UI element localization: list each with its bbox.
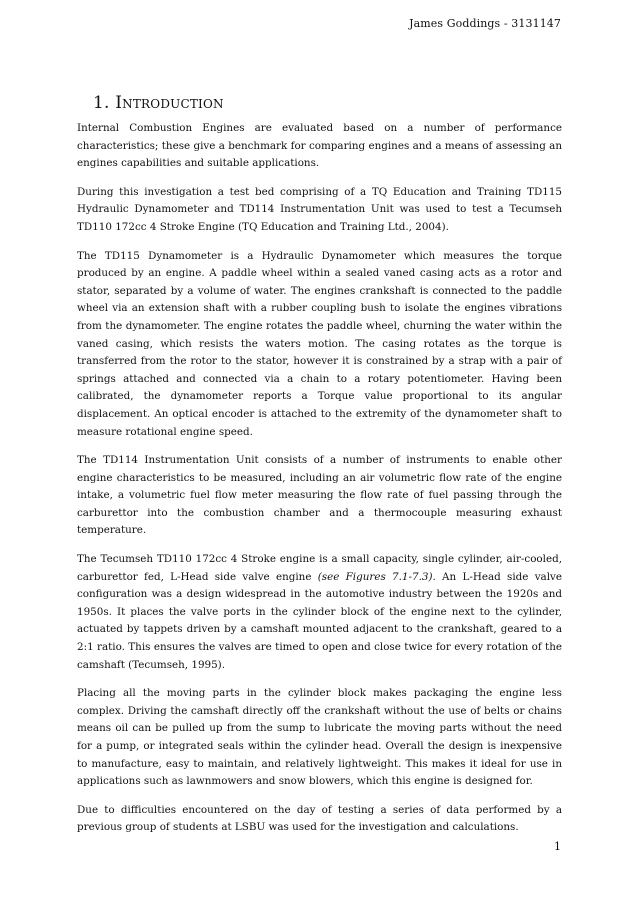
paragraph-5-text-before: The Tecumseh TD110 172cc 4 Stroke engine is a small capacity, single cylinder, air-cooled, carburettor fed, L-Head side valve engine (77, 553, 562, 583)
paragraph-5 (77, 551, 562, 674)
paragraph-6: Placing all the moving parts in the cylinder block makes packaging the engine less complex. Driving the camshaft directly off the crankshaft without the use of belts or chains means oil can be pulled up from the sump to lubricate the moving parts without the need for a pump, or integrated seals within the cylinder head. Overall the design is inexpensive to manufacture, easy to maintain, and relatively lightweight. This makes it ideal for use in applications such as lawnmowers and snow blowers, which this engine is designed for. (77, 687, 562, 788)
paragraph-5-text-after: . An L-Head side valve configuration was a design widespread in the automotive industry between the 1920s and 1950s. It places the valve ports in the cylinder block of the engine next to the cylinder, actuated by tappets driven by a camshaft mounted adjacent to the crankshaft, geared to a 2:1 ratio. This ensures the valves are timed to open and close twice for every rotation of the camshaft (Tecumseh, 1995). (77, 570, 562, 671)
header-author-line: James Goddings - 3131147 (409, 17, 561, 30)
section-heading: 1. Introduction (93, 93, 224, 113)
paragraph-4: The TD114 Instrumentation Unit consists of a number of instruments to enable other engine characteristics to be measured, including an air volumetric flow rate of the engine intake, a volumetric fuel flow meter measuring the flow rate of fuel passing through the carburettor into the combustion chamber and a thermocouple measuring exhaust temperature. (77, 454, 562, 537)
paragraph-1: Internal Combustion Engines are evaluated based on a number of performance characteristics; these give a benchmark for comparing engines and a means of assessing an engines capabilities and suitable applications. (77, 122, 562, 170)
paragraph-3: The TD115 Dynamometer is a Hydraulic Dynamometer which measures the torque produced by an engine. A paddle wheel within a sealed vaned casing acts as a rotor and stator, separated by a volume of water. The engines crankshaft is connected to the paddle wheel via an extension shaft with a rubber coupling bush to isolate the engines vibrations from the dynamometer. The engine rotates the paddle wheel, churning the water within the vaned casing, which resists the waters motion. The casing rotates as the torque is transferred from the rotor to the stator, however it is constrained by a strap with a pair of springs attached and connected via a chain to a rotary potentiometer. Having been calibrated, the dynamometer reports a Torque value proportional to its angular displacement. An optical encoder is attached to the extremity of the dynamometer shaft to measure rotational engine speed. (77, 249, 562, 438)
paragraph-2: During this investigation a test bed comprising of a TQ Education and Training TD115 Hydraulic Dynamometer and TD114 Instrumentation Unit was used to test a Tecumseh TD110 172cc 4 Stroke Engine (TQ Education and Training Ltd., 2004). (77, 185, 562, 233)
body-text (77, 120, 562, 848)
paragraph-7: Due to difficulties encountered on the day of testing a series of data performed by a previous group of students at LSBU was used for the investigation and calculations. (77, 803, 562, 834)
figure-reference: (see Figures 7.1-7.3) (317, 570, 433, 583)
page-number: 1 (554, 840, 561, 853)
